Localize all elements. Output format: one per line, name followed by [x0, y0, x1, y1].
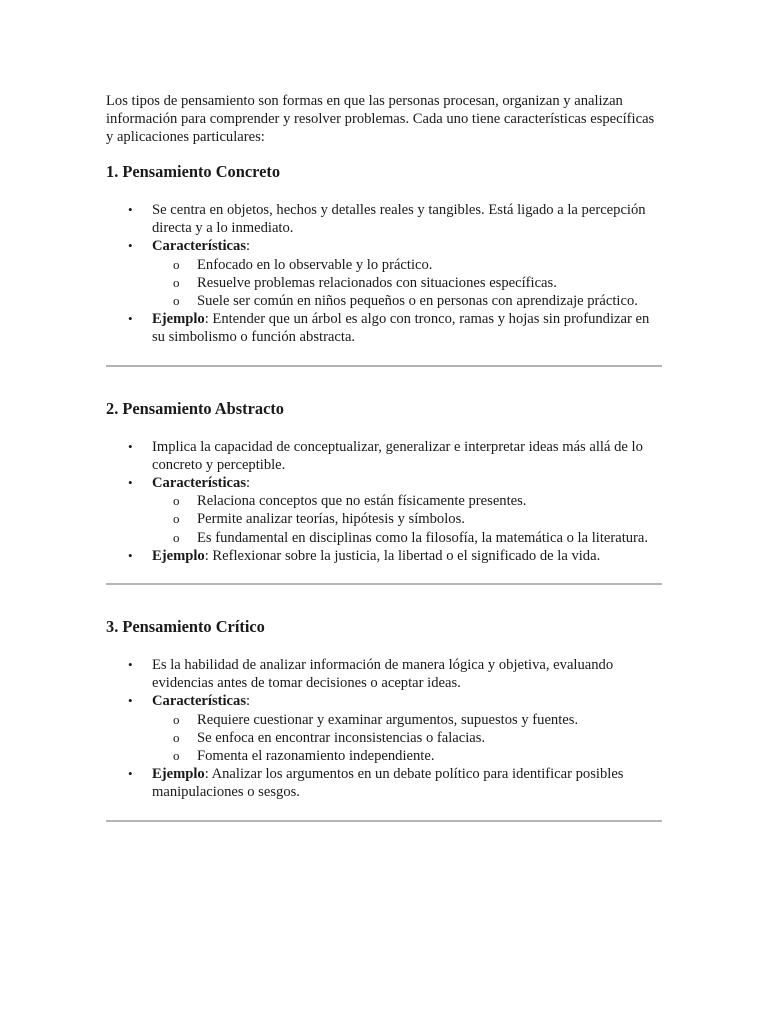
description-text: Se centra en objetos, hechos y detalles reales y tangibles. Está ligado a la percepción directa y a lo inmediato. — [152, 202, 646, 237]
example-text: : Analizar los argumentos en un debate político para identificar posibles manipulaciones o sesgos. — [152, 766, 624, 801]
sub-item-text: Es fundamental en disciplinas como la filosofía, la matemática o la literatura. — [197, 529, 649, 546]
bullet-icon: • — [128, 475, 133, 491]
sub-list — [152, 492, 662, 547]
section-pensamiento-critico — [106, 617, 662, 822]
section-pensamiento-concreto — [106, 162, 662, 367]
bullet-item-description — [128, 201, 662, 237]
sub-list-item — [173, 256, 662, 274]
section-pensamiento-abstracto — [106, 399, 662, 585]
sub-list-item — [173, 274, 662, 292]
circle-bullet-icon: o — [173, 529, 180, 545]
horizontal-rule — [106, 820, 662, 822]
circle-bullet-icon: o — [173, 293, 180, 309]
sub-list-item — [173, 492, 662, 510]
sub-list-item — [173, 711, 662, 729]
section-heading: 1. Pensamiento Concreto — [106, 162, 281, 181]
sub-item-text: Fomenta el razonamiento independiente. — [197, 748, 435, 765]
example-label: Ejemplo — [152, 547, 205, 564]
circle-bullet-icon: o — [173, 274, 180, 290]
bullet-item-description — [128, 656, 662, 692]
bullet-icon: • — [128, 202, 133, 217]
sub-item-text: Suele ser común en niños pequeños o en personas con aprendizaje práctico. — [197, 293, 638, 310]
bullet-list — [106, 656, 662, 802]
sub-item-text: Resuelve problemas relacionados con situaciones específicas. — [197, 274, 557, 291]
example-text: : Entender que un árbol es algo con tronco, ramas y hojas sin profundizar en su simbolismo o función abstracta. — [152, 311, 650, 346]
description-text: Implica la capacidad de conceptualizar, generalizar e interpretar ideas más allá de lo concreto y perceptible. — [152, 438, 643, 473]
bullet-item-example — [128, 547, 662, 565]
colon: : — [246, 475, 251, 492]
bullet-icon: • — [128, 547, 133, 563]
bullet-list — [106, 201, 662, 347]
characteristics-label: Características — [152, 693, 247, 710]
bullet-icon: • — [128, 657, 133, 673]
bullet-icon: • — [128, 693, 133, 709]
characteristics-label: Características — [152, 238, 247, 255]
bullet-icon: • — [128, 311, 133, 327]
sub-list-item — [173, 729, 662, 747]
bullet-item-example — [128, 765, 662, 801]
example-label: Ejemplo — [152, 766, 205, 783]
circle-bullet-icon: o — [173, 493, 180, 509]
colon: : — [246, 238, 251, 255]
bullet-list — [106, 438, 662, 565]
sub-item-text: Enfocado en lo observable y lo práctico. — [197, 256, 433, 273]
characteristics-label: Características — [152, 475, 247, 492]
bullet-icon: • — [128, 238, 133, 254]
horizontal-rule — [106, 365, 662, 367]
sub-list-item — [173, 292, 662, 310]
section-heading: 2. Pensamiento Abstracto — [106, 398, 284, 418]
circle-bullet-icon: o — [173, 511, 180, 527]
sub-item-text: Relaciona conceptos que no están físicamente presentes. — [197, 493, 527, 510]
bullet-item-example — [128, 310, 662, 346]
bullet-item-characteristics — [128, 692, 662, 765]
sub-list — [152, 256, 662, 311]
description-text: Es la habilidad de analizar información de manera lógica y objetiva, evaluando evidencias antes de tomar decisiones o aceptar ideas. — [152, 657, 614, 692]
sub-list-item — [173, 510, 662, 528]
circle-bullet-icon: o — [173, 729, 180, 745]
circle-bullet-icon: o — [173, 748, 180, 764]
bullet-item-description — [128, 438, 662, 474]
sub-list-item — [173, 747, 662, 765]
sub-list — [152, 711, 662, 766]
example-text: : Reflexionar sobre la justicia, la libertad o el significado de la vida. — [204, 547, 601, 564]
sub-item-text: Requiere cuestionar y examinar argumentos, supuestos y fuentes. — [197, 711, 579, 728]
bullet-icon: • — [128, 438, 133, 454]
sub-list-item — [173, 529, 662, 547]
circle-bullet-icon: o — [173, 711, 180, 727]
sub-item-text: Permite analizar teorías, hipótesis y símbolos. — [197, 511, 465, 528]
section-heading: 3. Pensamiento Crítico — [106, 617, 265, 637]
circle-bullet-icon: o — [173, 256, 180, 272]
bullet-item-characteristics — [128, 237, 662, 310]
bullet-item-characteristics — [128, 474, 662, 547]
intro-paragraph: Los tipos de pensamiento son formas en que las personas procesan, organizan y analizan información para comprender y resolver problemas. Cada uno tiene características específicas y aplicaciones particulares: — [106, 93, 655, 145]
example-label: Ejemplo — [152, 311, 205, 328]
horizontal-rule — [106, 583, 662, 585]
bullet-icon: • — [128, 766, 133, 782]
colon: : — [246, 693, 251, 710]
sub-item-text: Se enfoca en encontrar inconsistencias o falacias. — [197, 729, 486, 746]
